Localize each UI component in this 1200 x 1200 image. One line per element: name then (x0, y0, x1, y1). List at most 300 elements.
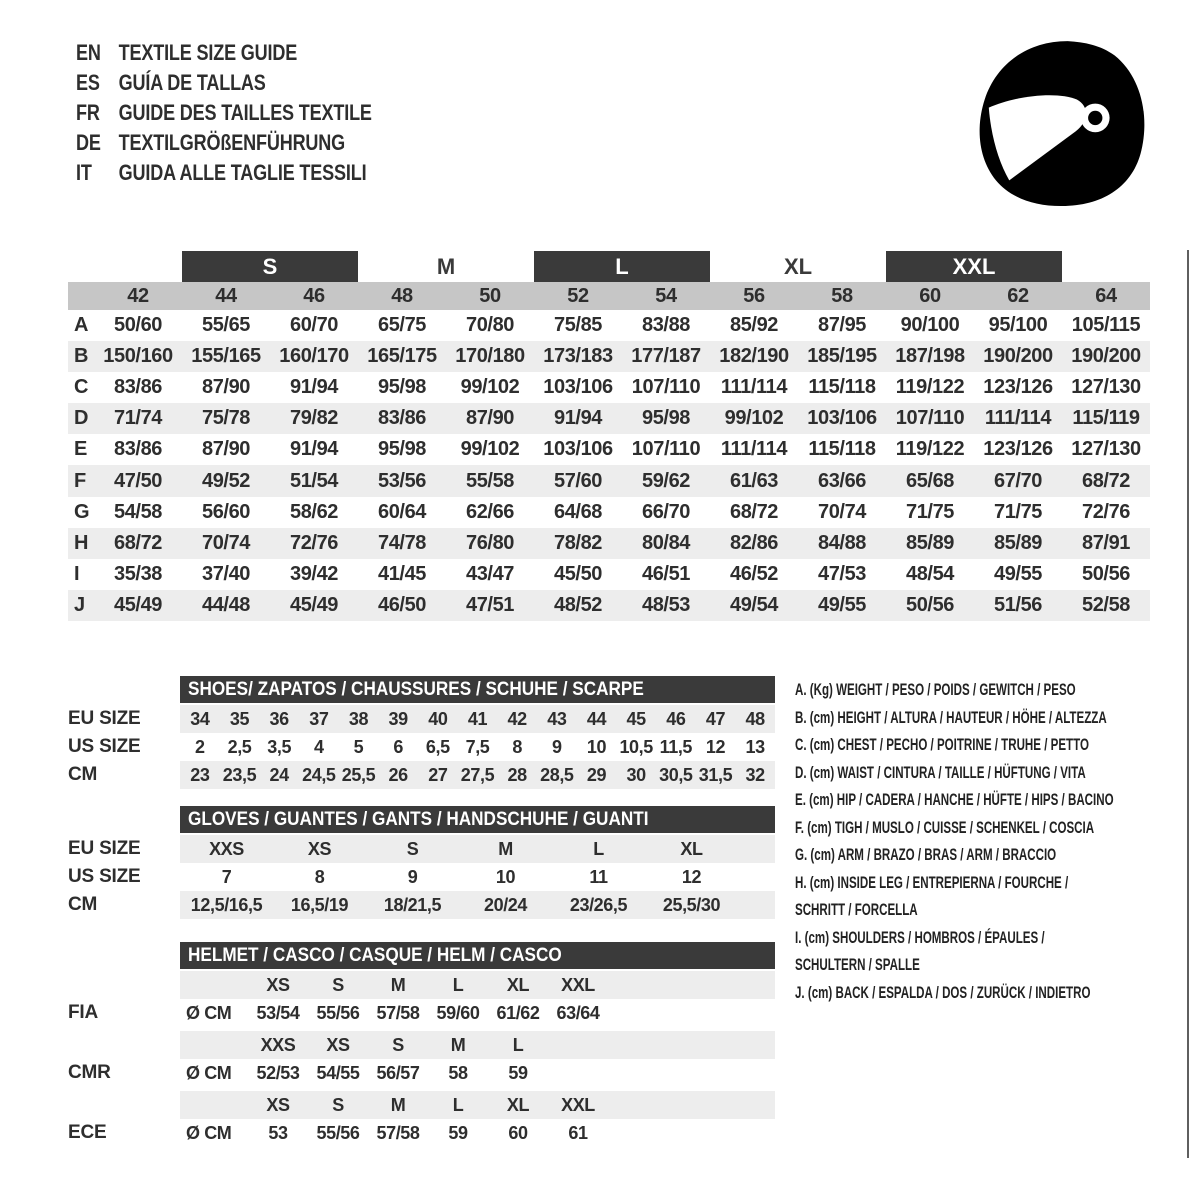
gloves-value-cell: 10 (495, 866, 516, 887)
size-value-cell: 80/84 (641, 531, 691, 554)
size-group-s: S (182, 251, 358, 282)
language-code: ES (76, 70, 100, 95)
gloves-value-cell: XXS (209, 838, 244, 859)
helmet-value-cell: 59/60 (436, 1002, 480, 1023)
shoes-row (68, 761, 775, 789)
shoes-value-cell: 38 (348, 708, 369, 729)
size-value-cell: 59/62 (641, 469, 691, 492)
size-value-cell: 119/122 (895, 438, 965, 461)
size-value-cell: 62/66 (465, 500, 515, 523)
size-value-cell: 46/51 (641, 562, 691, 585)
shoes-value-cell: 23,5 (222, 764, 257, 785)
shoes-value-cell: 25,5 (341, 764, 376, 785)
gloves-value-cell: 16,5/19 (290, 894, 349, 915)
size-value-cell: 49/55 (817, 593, 867, 616)
size-value-cell: 65/75 (377, 314, 427, 337)
size-row-a (68, 310, 1150, 341)
helmet-size-cell: XXL (561, 974, 595, 995)
language-title: TEXTILGRÖßENFÜHRUNG (118, 130, 346, 155)
shoes-value-cell: 48 (745, 708, 765, 729)
size-row-d (68, 403, 1150, 434)
gloves-section (68, 806, 775, 919)
shoes-row-label: US SIZE (68, 736, 141, 757)
textile-size-table (68, 251, 1150, 621)
shoes-value-cell: 30,5 (659, 764, 693, 785)
shoes-value-cell: 5 (353, 736, 364, 757)
size-group-spacer (68, 251, 182, 282)
shoes-section (68, 676, 775, 789)
shoes-value-cell: 2,5 (227, 736, 252, 757)
shoes-value-cell: 37 (309, 708, 329, 729)
helmet-size-cell: XL (506, 974, 530, 995)
helmet-value-cell: 52/53 (256, 1062, 300, 1083)
helmet-section (68, 942, 775, 1151)
language-title: GUIDE DES TAILLES TEXTILE (118, 100, 372, 125)
language-code: EN (76, 40, 101, 65)
size-value-cell: 111/114 (720, 438, 788, 461)
size-group-l: L (534, 251, 710, 282)
size-value-cell: 123/126 (983, 376, 1053, 399)
gloves-value-cell: 9 (407, 866, 418, 887)
size-header-cell: 48 (391, 284, 413, 307)
measure-row-label: D (74, 407, 89, 430)
size-value-cell: 84/88 (817, 531, 867, 554)
size-row-f (68, 465, 1150, 496)
size-value-cell: 95/98 (377, 376, 427, 399)
size-value-cell: 68/72 (113, 531, 163, 554)
size-value-cell: 74/78 (377, 531, 427, 554)
size-value-cell: 111/114 (984, 407, 1052, 430)
gloves-value-cell: 12 (681, 866, 702, 887)
size-value-cell: 99/102 (460, 438, 520, 461)
size-value-cell: 66/70 (641, 500, 691, 523)
size-value-cell: 68/72 (729, 500, 779, 523)
helmet-value-cell: 63/64 (556, 1002, 600, 1023)
legend-item-i: SCHULTERN / SPALLE (795, 955, 920, 974)
helmet-sizes-row (180, 1031, 775, 1059)
helmet-values-row (68, 1059, 775, 1087)
size-value-cell: 83/86 (113, 438, 163, 461)
helmet-size-cell: L (512, 1034, 524, 1055)
size-value-cell: 87/90 (201, 438, 251, 461)
size-value-cell: 99/102 (460, 376, 520, 399)
size-value-cell: 85/89 (905, 531, 955, 554)
size-value-cell: 111/114 (720, 376, 788, 399)
size-value-cell: 82/86 (729, 531, 779, 554)
helmet-value-cell: 53/54 (256, 1002, 300, 1023)
gloves-value-cell: S (406, 838, 419, 859)
shoes-value-cell: 10 (586, 736, 607, 757)
size-value-cell: 76/80 (465, 531, 515, 554)
size-group-m: M (436, 253, 456, 279)
size-header-cell: 44 (215, 284, 237, 307)
size-value-cell: 50/60 (113, 314, 163, 337)
helmet-size-cell: M (450, 1034, 466, 1055)
gloves-value-cell: 20/24 (483, 894, 528, 915)
helmet-size-cell: XS (266, 1094, 290, 1115)
measure-row-label: G (74, 500, 90, 523)
helmet-size-cell: M (390, 1094, 406, 1115)
size-value-cell: 95/98 (377, 438, 427, 461)
gloves-section-header (180, 806, 775, 833)
size-value-cell: 41/45 (377, 562, 427, 585)
shoes-value-cell: 3,5 (267, 736, 292, 757)
size-value-cell: 56/60 (201, 500, 251, 523)
helmet-unit-cell: Ø CM (186, 1122, 232, 1143)
size-value-cell: 107/110 (631, 376, 701, 399)
right-edge-rule (1187, 250, 1189, 1158)
size-value-cell: 70/80 (465, 314, 515, 337)
size-value-cell: 35/38 (113, 562, 163, 585)
shoes-value-cell: 42 (507, 708, 527, 729)
helmet-standard-label: CMR (68, 1062, 111, 1083)
shoes-value-cell: 13 (745, 736, 765, 757)
helmet-value-cell: 61 (568, 1122, 588, 1143)
size-value-cell: 83/88 (641, 314, 691, 337)
size-value-cell: 46/50 (377, 593, 427, 616)
size-value-cell: 67/70 (993, 469, 1043, 492)
language-row (76, 128, 372, 158)
helmet-value-cell: 57/58 (376, 1122, 420, 1143)
size-value-cell: 103/106 (543, 438, 613, 461)
size-value-cell: 165/175 (367, 345, 437, 368)
size-value-cell: 87/90 (201, 376, 251, 399)
legend-item-i: I. (cm) SHOULDERS / HOMBROS / ÉPAULES / (795, 927, 1045, 947)
size-value-cell: 75/78 (201, 407, 251, 430)
helmet-value-cell: 55/56 (316, 1122, 360, 1143)
size-value-cell: 150/160 (103, 345, 173, 368)
size-value-cell: 58/62 (289, 500, 339, 523)
language-row (76, 68, 372, 98)
size-group-xxl: XXL (886, 251, 1062, 282)
legend-item-b: B. (cm) HEIGHT / ALTURA / HAUTEUR / HÖHE / ALTEZZA (795, 707, 1107, 727)
shoes-value-cell: 2 (195, 736, 205, 757)
size-value-cell: 55/58 (465, 469, 515, 492)
shoes-value-cell: 10,5 (619, 736, 653, 757)
size-value-cell: 57/60 (553, 469, 603, 492)
size-value-cell: 63/66 (817, 469, 867, 492)
size-value-cell: 123/126 (983, 438, 1053, 461)
shoes-value-cell: 40 (428, 708, 448, 729)
shoes-value-cell: 27 (428, 764, 448, 785)
size-value-cell: 46/52 (729, 562, 779, 585)
legend-item-c: C. (cm) CHEST / PECHO / POITRINE / TRUHE / PETTO (795, 735, 1089, 754)
size-value-cell: 85/89 (993, 531, 1043, 554)
size-value-cell: 48/53 (641, 593, 691, 616)
shoes-value-cell: 11,5 (659, 736, 693, 757)
gloves-row-label: EU SIZE (68, 838, 141, 859)
gloves-value-cell: 23/26,5 (569, 894, 628, 915)
shoes-row-label: CM (68, 764, 98, 785)
size-value-cell: 160/170 (279, 345, 349, 368)
measure-row-label: I (74, 562, 80, 585)
size-value-cell: 48/52 (553, 593, 603, 616)
size-value-cell: 68/72 (1081, 469, 1131, 492)
shoes-rows (68, 705, 775, 789)
size-value-cell: 61/63 (729, 469, 779, 492)
gloves-row (68, 863, 775, 891)
helmet-value-cell: 60 (508, 1122, 528, 1143)
language-title: TEXTILE SIZE GUIDE (118, 40, 298, 65)
size-value-cell: 49/52 (201, 469, 251, 492)
size-value-cell: 87/95 (817, 314, 867, 337)
shoes-row-label: EU SIZE (68, 708, 141, 729)
size-header-cell: 62 (1007, 284, 1029, 307)
size-value-cell: 45/50 (553, 562, 603, 585)
language-row (76, 38, 372, 68)
size-row-g (68, 497, 1150, 528)
size-value-cell: 53/56 (377, 469, 427, 492)
gloves-section-title: GLOVES / GUANTES / GANTS / HANDSCHUHE / GUANTI (188, 808, 649, 830)
size-value-cell: 103/106 (807, 407, 877, 430)
shoes-value-cell: 28 (507, 764, 527, 785)
size-row-h (68, 528, 1150, 559)
language-row (76, 98, 372, 128)
helmet-value-cell: 61/62 (496, 1002, 540, 1023)
helmet-section-title: HELMET / CASCO / CASQUE / HELM / CASCO (188, 944, 562, 966)
shoes-value-cell: 39 (388, 708, 408, 729)
language-title: GUÍA DE TALLAS (118, 70, 266, 95)
size-number-header-row (68, 282, 1150, 310)
racing-helmet-icon (970, 36, 1155, 208)
helmet-size-cell: S (392, 1034, 404, 1055)
size-value-cell: 55/65 (201, 314, 251, 337)
gloves-value-cell: XS (307, 838, 332, 859)
helmet-value-cell: 57/58 (376, 1002, 420, 1023)
size-header-cell: 54 (655, 284, 677, 307)
size-header-cell: 42 (127, 284, 149, 307)
size-value-cell: 60/64 (377, 500, 427, 523)
size-value-cell: 190/200 (1071, 345, 1141, 368)
helmet-size-cell: XL (506, 1094, 530, 1115)
gloves-row-label: US SIZE (68, 866, 141, 887)
shoes-value-cell: 8 (512, 736, 522, 757)
helmet-value-cell: 55/56 (316, 1002, 360, 1023)
size-value-cell: 47/50 (113, 469, 163, 492)
shoes-value-cell: 35 (229, 708, 250, 729)
shoes-value-cell: 32 (745, 764, 765, 785)
measure-row-label: C (74, 376, 89, 399)
size-value-cell: 54/58 (113, 500, 163, 523)
size-row-j (68, 590, 1150, 621)
size-value-cell: 99/102 (724, 407, 784, 430)
helmet-rows (68, 971, 775, 1147)
gloves-rows (68, 835, 775, 919)
size-value-cell: 49/55 (993, 562, 1043, 585)
size-value-cell: 107/110 (631, 438, 701, 461)
legend-item-h: H. (cm) INSIDE LEG / ENTREPIERNA / FOURCHE / (795, 872, 1069, 892)
size-value-cell: 64/68 (553, 500, 603, 523)
gloves-value-cell: 7 (221, 866, 232, 887)
legend-item-j: J. (cm) BACK / ESPALDA / DOS / ZURÜCK / INDIETRO (795, 982, 1091, 1002)
helmet-standard-label: ECE (68, 1122, 107, 1143)
measure-row-label: F (74, 469, 86, 492)
legend-item-e: E. (cm) HIP / CADERA / HANCHE / HÜFTE / HIPS / BACINO (795, 790, 1114, 809)
size-value-cell: 52/58 (1081, 593, 1131, 616)
size-value-cell: 51/56 (993, 593, 1043, 616)
size-value-cell: 71/75 (993, 500, 1043, 523)
measurement-legend (795, 676, 1200, 1006)
size-value-cell: 115/118 (808, 438, 876, 461)
shoes-value-cell: 46 (666, 708, 686, 729)
gloves-value-cell: XL (680, 838, 703, 859)
size-value-cell: 182/190 (719, 345, 789, 368)
helmet-value-cell: 59 (448, 1122, 468, 1143)
helmet-unit-cell: Ø CM (186, 1062, 232, 1083)
shoes-value-cell: 31,5 (698, 764, 733, 785)
size-value-cell: 48/54 (905, 562, 955, 585)
size-value-cell: 50/56 (905, 593, 955, 616)
helmet-size-cell: XXS (260, 1034, 296, 1055)
shoes-row (68, 705, 775, 733)
size-value-cell: 37/40 (201, 562, 251, 585)
language-code: DE (76, 130, 101, 155)
size-value-cell: 115/119 (1072, 407, 1140, 430)
helmet-size-cell: XS (266, 974, 290, 995)
shoes-value-cell: 27,5 (460, 764, 495, 785)
size-group-spacer (1062, 251, 1150, 282)
measure-row-label: E (74, 438, 87, 461)
measure-row-label: H (74, 531, 89, 554)
size-value-cell: 45/49 (113, 593, 163, 616)
size-value-cell: 71/74 (113, 407, 163, 430)
size-value-cell: 127/130 (1071, 376, 1141, 399)
gloves-row (68, 891, 775, 919)
size-value-cell: 44/48 (201, 593, 251, 616)
size-value-cell: 70/74 (817, 500, 867, 523)
size-value-cell: 185/195 (807, 345, 877, 368)
size-row-i (68, 559, 1150, 590)
language-code: IT (76, 160, 92, 185)
size-value-cell: 78/82 (553, 531, 603, 554)
helmet-size-cell: L (452, 1094, 464, 1115)
helmet-value-cell: 54/55 (316, 1062, 360, 1083)
legend-item-a: A. (Kg) WEIGHT / PESO / POIDS / GEWITCH / PESO (795, 680, 1076, 699)
helmet-size-cell: XXL (561, 1094, 595, 1115)
size-value-cell: 95/98 (641, 407, 691, 430)
size-value-cell: 87/91 (1081, 531, 1131, 554)
size-header-cell: 64 (1095, 284, 1117, 307)
size-value-cell: 107/110 (895, 407, 965, 430)
size-value-cell: 47/51 (465, 593, 515, 616)
shoes-value-cell: 26 (388, 764, 408, 785)
size-value-cell: 43/47 (465, 562, 515, 585)
shoes-value-cell: 6 (393, 736, 403, 757)
size-value-cell: 170/180 (455, 345, 525, 368)
gloves-row-label: CM (68, 894, 98, 915)
shoes-value-cell: 47 (705, 708, 726, 729)
size-value-cell: 119/122 (895, 376, 965, 399)
shoes-value-cell: 28,5 (540, 764, 574, 785)
shoes-value-cell: 41 (467, 708, 488, 729)
legend-item-h: SCHRITT / FORCELLA (795, 900, 918, 919)
size-row-e (68, 434, 1150, 465)
size-value-cell: 71/75 (905, 500, 955, 523)
size-value-cell: 177/187 (631, 345, 701, 368)
shoes-value-cell: 29 (586, 764, 607, 785)
shoes-value-cell: 4 (314, 736, 324, 757)
gloves-value-cell: 12,5/16,5 (190, 894, 263, 915)
size-value-cell: 91/94 (289, 376, 339, 399)
size-value-cell: 187/198 (895, 345, 965, 368)
measure-row-label: A (74, 314, 89, 337)
size-table-body (68, 310, 1150, 621)
size-value-cell: 127/130 (1071, 438, 1141, 461)
size-value-cell: 70/74 (201, 531, 251, 554)
size-value-cell: 87/90 (465, 407, 515, 430)
size-value-cell: 91/94 (289, 438, 339, 461)
shoes-value-cell: 34 (190, 708, 210, 729)
shoes-value-cell: 36 (269, 708, 289, 729)
size-value-cell: 83/86 (113, 376, 163, 399)
gloves-value-cell: 18/21,5 (383, 894, 442, 915)
helmet-standard-label: FIA (68, 1002, 99, 1023)
language-title: GUIDA ALLE TAGLIE TESSILI (118, 160, 367, 185)
size-row-b (68, 341, 1150, 372)
size-value-cell: 105/115 (1071, 314, 1141, 337)
size-value-cell: 65/68 (905, 469, 955, 492)
size-group-header-row (68, 251, 1150, 282)
size-value-cell: 47/53 (817, 562, 867, 585)
shoes-value-cell: 7,5 (465, 736, 490, 757)
helmet-value-cell: 58 (448, 1062, 468, 1083)
shoes-value-cell: 24 (269, 764, 289, 785)
helmet-unit-cell: Ø CM (186, 1002, 232, 1023)
size-value-cell: 39/42 (289, 562, 339, 585)
size-header-cell: 50 (479, 284, 501, 307)
gloves-value-cell: 11 (589, 866, 608, 887)
size-header-cell: 58 (831, 284, 853, 307)
helmet-size-cell: S (332, 1094, 344, 1115)
size-value-cell: 95/100 (988, 314, 1048, 337)
shoes-value-cell: 9 (552, 736, 562, 757)
gloves-value-cell: 8 (314, 866, 325, 887)
helmet-section-header (180, 942, 775, 969)
size-value-cell: 49/54 (729, 593, 779, 616)
measure-row-label: B (74, 345, 89, 368)
helmet-value-cell: 53 (268, 1122, 288, 1143)
shoes-value-cell: 30 (626, 764, 646, 785)
helmet-value-cell: 59 (508, 1062, 528, 1083)
size-row-c (68, 372, 1150, 403)
size-value-cell: 50/56 (1081, 562, 1131, 585)
size-group-xl: XL (783, 253, 813, 279)
size-value-cell: 72/76 (289, 531, 339, 554)
size-value-cell: 155/165 (191, 345, 261, 368)
helmet-values-row (68, 999, 775, 1027)
helmet-values-row (68, 1119, 775, 1147)
helmet-size-cell: L (452, 974, 464, 995)
size-value-cell: 85/92 (729, 314, 779, 337)
helmet-size-cell: XS (326, 1034, 350, 1055)
size-value-cell: 51/54 (289, 469, 339, 492)
size-value-cell: 190/200 (983, 345, 1053, 368)
language-row (76, 158, 372, 188)
legend-item-d: D. (cm) WAIST / CINTURA / TAILLE / HÜFTUNG / VITA (795, 762, 1086, 782)
shoes-section-title: SHOES/ ZAPATOS / CHAUSSURES / SCHUHE / SCARPE (188, 678, 644, 700)
helmet-size-cell: M (390, 974, 406, 995)
gloves-value-cell: 25,5/30 (662, 894, 721, 915)
measure-row-label: J (74, 593, 85, 616)
size-header-cell: 60 (919, 284, 941, 307)
size-value-cell: 75/85 (553, 314, 603, 337)
size-value-cell: 115/118 (808, 376, 876, 399)
size-header-cell: 56 (743, 284, 765, 307)
legend-item-f: F. (cm) TIGH / MUSLO / CUISSE / SCHENKEL / COSCIA (795, 817, 1095, 837)
language-title-list (76, 38, 372, 188)
size-header-cell: 52 (567, 284, 589, 307)
size-value-cell: 45/49 (289, 593, 339, 616)
